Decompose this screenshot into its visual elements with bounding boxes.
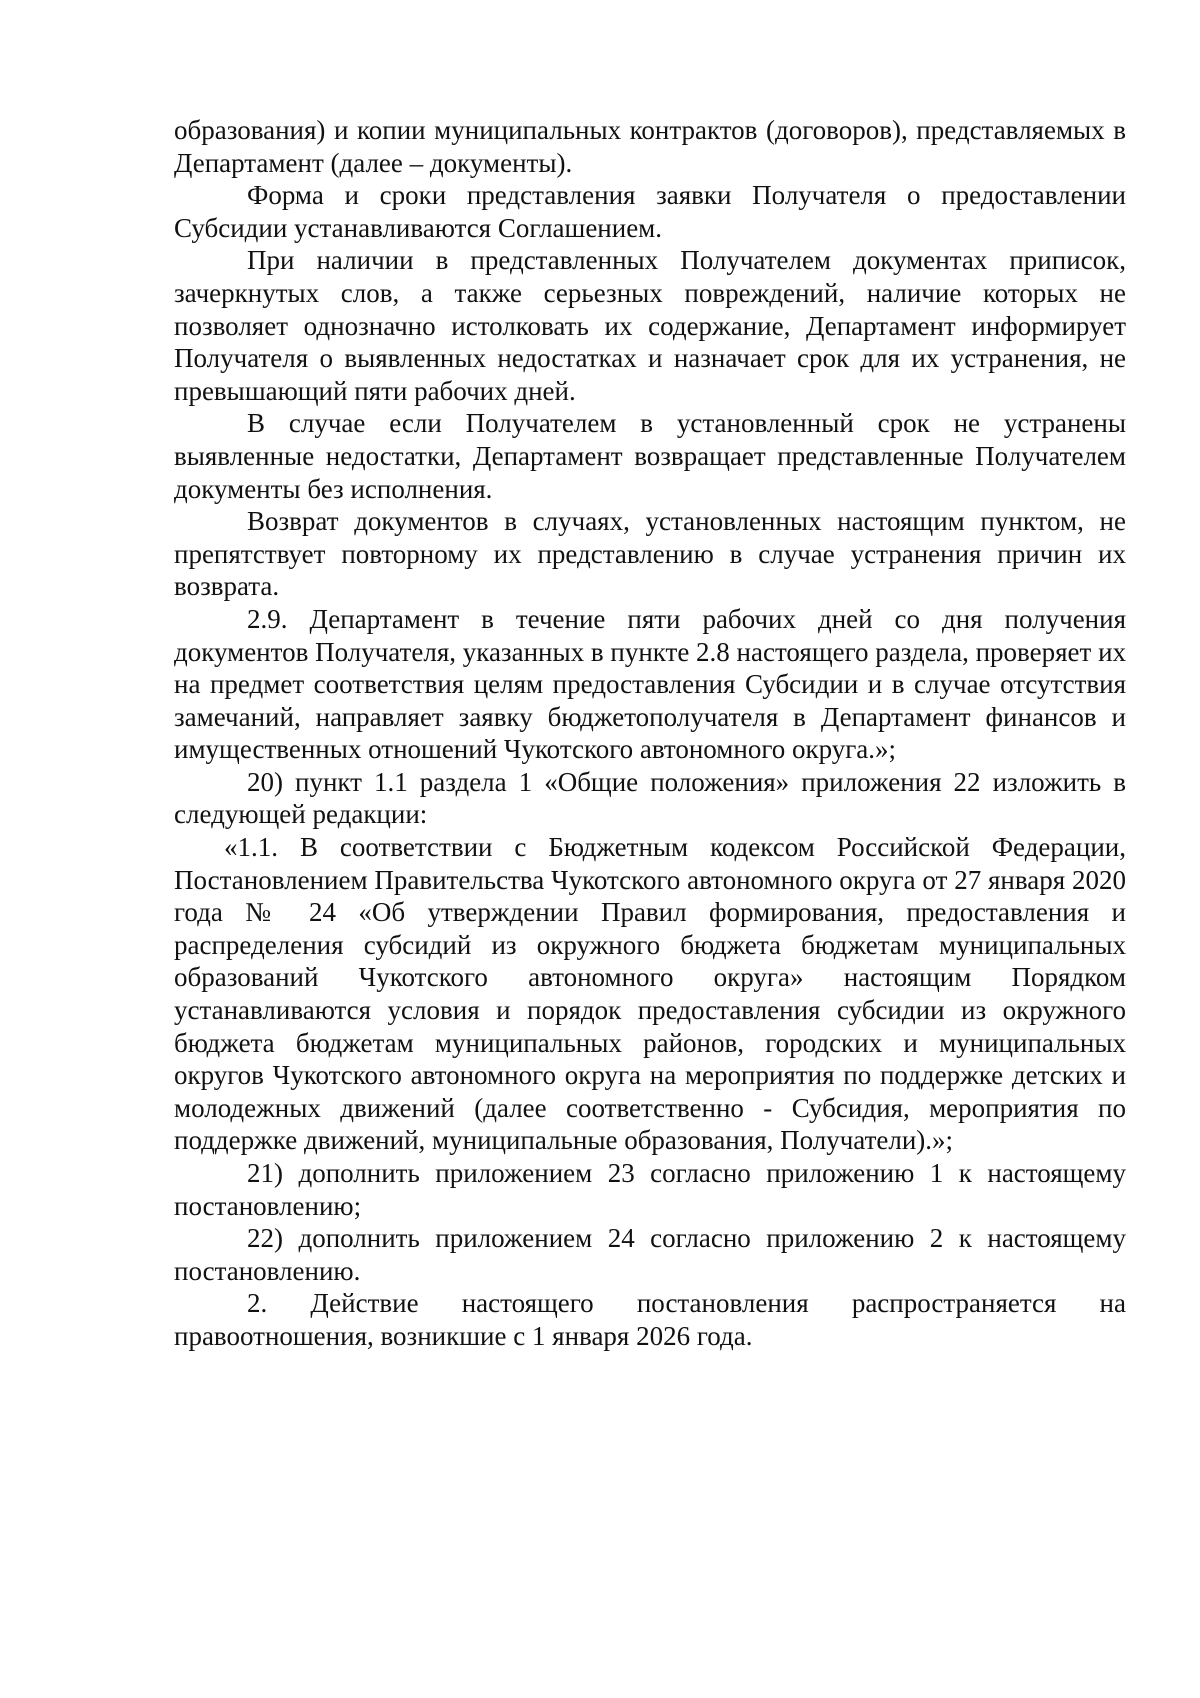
paragraph-clause-2-9: 2.9. Департамент в течение пяти рабочих дней со дня получения документов Получателя, указанных в пункте 2.8 настоящего раздела, проверяет их на предмет соответствия целям предоставления Субсидии и в случае отсутствия замечаний, направляет заявку бюджетополучателя в Департамент финансов и имущественных отношений Чукотского автономного округа.»; <box>174 603 1127 765</box>
paragraph-resubmission: Возврат документов в случаях, установленных настоящим пунктом, не препятствует повторному их представлению в случае устранения причин их возврата. <box>174 506 1126 602</box>
paragraph-documents-continuation: образования) и копии муниципальных контрактов (договоров), представляемых в Департамент (далее – документы). <box>174 115 1126 178</box>
paragraph-item-20: 20) пункт 1.1 раздела 1 «Общие положения» приложения 22 изложить в следующей редакции: <box>174 766 1126 830</box>
paragraph-application-form: Форма и сроки представления заявки Получателя о предоставлении Субсидии устанавливаются Соглашением. <box>174 180 1126 243</box>
paragraph-item-21: 21) дополнить приложением 23 согласно приложению 1 к настоящему постановлению; <box>174 1158 1126 1221</box>
paragraph-effective-date: 2. Действие настоящего постановления распространяется на правоотношения, возникшие с 1 января 2026 года. <box>174 1288 1126 1351</box>
paragraph-item-22: 22) дополнить приложением 24 согласно приложению 2 к настоящему постановлению. <box>174 1223 1126 1286</box>
paragraph-clause-1-1: «1.1. В соответствии с Бюджетным кодексом Российской Федерации, Постановлением Правительства Чукотского автономного округа от 27 января 2020 года № 24 «Об утверждении Правил формирования, предоставления и распределения субсидий из окружного бюджета бюджетам муниципальных образований Чукотского автономного округа» настоящим Порядком устанавливаются условия и порядок предоставления субсидии из окружного бюджета бюджетам муниципальных районов, городских и муниципальных округов Чукотского автономного округа на мероприятия по поддержке детских и молодежных движений (далее соответственно - Субсидия, мероприятия по поддержке движений, муниципальные образования, Получатели).»; <box>174 832 1126 1156</box>
paragraph-documents-return: В случае если Получателем в установленный срок не устранены выявленные недостатки, Департамент возвращает представленные Получателем документы без исполнения. <box>174 408 1126 504</box>
paragraph-document-defects: При наличии в представленных Получателем документах приписок, зачеркнутых слов, а также серьезных повреждений, наличие которых не позволяет однозначно истолковать их содержание, Департамент информирует Получателя о выявленных недостатках и назначает срок для их устранения, не превышающий пяти рабочих дней. <box>174 245 1126 406</box>
document-page <box>174 114 1126 1353</box>
